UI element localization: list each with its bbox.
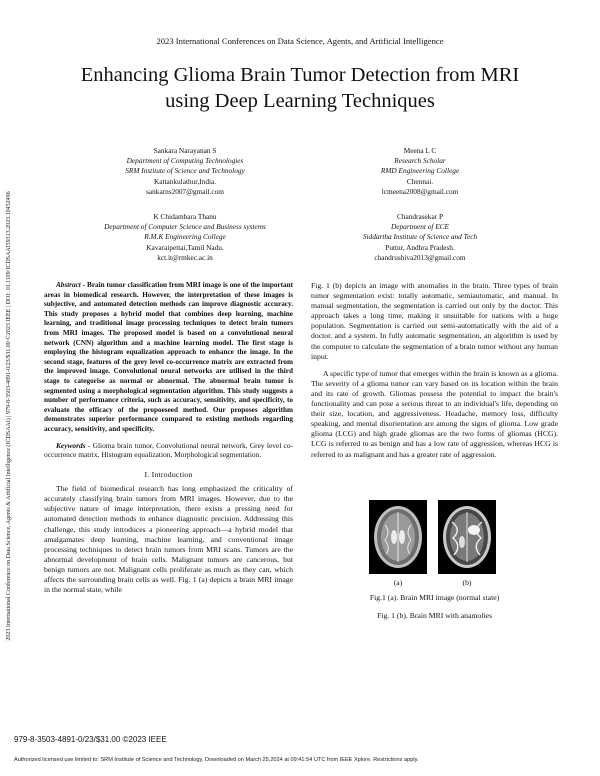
author-dept: Department of Computing Technologies xyxy=(126,156,244,166)
intro-paragraph: The field of biomedical research has long emphasized the criticality of accurately classifying brain tumors from MRI images. However, due to the subjective nature of image interpretation, there exists a pressing need for automated detection methods to enhance diagnostic precision. Addressing this challenge, this study introduces a pioneering approach—a hybrid model that amalgamates deep learning, machine learning, and conventional image processing techniques to detect brain tumors from MRI scans. Tumors are the abnormal development of brain cells. Malignant tumors are cancerous, but benign tumors are not. Malignant cells proliferate as much as they can, which affects the surrounding brain cells as well. Fig. 1 (a) depicts a brain MRI image in the normal state, while xyxy=(44,484,293,595)
figure-label-a: (a) xyxy=(393,578,403,587)
doi-sidebar-text: 2023 International Conference on Data Science, Agents & Artificial Intelligence (ICDSAAI) | 979-8-3503-4891-0/23/$31.00 ©2023 IEEE | DOI: 10.1109/ICDSAAI59313.2023.10452496 xyxy=(6,191,12,641)
author-block-1 xyxy=(90,146,280,197)
author-location: Puttur, Andhra Pradesh. xyxy=(385,242,455,252)
author-dept: Department of ECE xyxy=(391,222,449,232)
author-name: Meena L C xyxy=(403,146,437,155)
paper-title xyxy=(40,62,560,114)
author-org: Siddartha Institute of Science and Tech xyxy=(362,232,478,242)
author-email: chandrushiva2013@gmail.com xyxy=(374,252,466,262)
doi-sidebar xyxy=(2,96,16,736)
mri-image-anomalies xyxy=(438,500,496,574)
keywords-body: - Glioma brain tumor, Convolutional neural network, Grey level co-occurrence matrix, Histogram equalization, Morphological segmentation. xyxy=(44,440,293,460)
footer-isbn: 979-8-3503-4891-0/23/$31.00 ©2023 IEEE xyxy=(14,735,167,744)
title-line-1: Enhancing Glioma Brain Tumor Detection from MRI xyxy=(80,64,520,86)
author-org: SRM Institute of Science and Technology xyxy=(125,166,245,176)
keywords-label: Keywords xyxy=(56,440,86,450)
author-location: Chennai. xyxy=(406,176,434,186)
author-org: RMD Engineering College xyxy=(380,166,460,176)
right-paragraph-2: A specific type of tumor that emerges within the brain is known as a glioma. The severity of a glioma tumor can vary based on its location within the brain and its rate of growth. Gliomas possess the potential to impact the brain's functionality and can pose a serious threat to an individual's life, depending on their size, location, and aggressiveness. Headache, memory loss, difficulty speaking, and mental disorientation are among the signs of glioma. Low grade glioma (LCG) and high grade gliomas are the two forms of gliomas (HCG). LCG is referred to as benign and has a low rate of aggression, whereas HCG is referred to as malignant and has a greater rate of aggression. xyxy=(311,368,558,459)
figure-caption-b: Fig. 1 (b). Brain MRI with anamolies xyxy=(377,611,492,620)
author-location: Kattankulathur,India. xyxy=(153,176,217,186)
author-location: Kavaraipettai,Tamil Nadu. xyxy=(146,242,224,252)
author-name: Chandrasekar P xyxy=(397,212,443,221)
section-heading-introduction: I. Introduction xyxy=(144,470,193,480)
author-email: sankarns2007@gmail.com xyxy=(146,186,224,196)
conference-header: 2023 International Conferences on Data Science, Agents, and Artificial Intelligence xyxy=(156,36,444,46)
author-block-2 xyxy=(325,146,515,197)
author-email: lcmeena2008@gmail.com xyxy=(381,186,459,196)
footer-license: Authorized licensed use limited to: SRM Institute of Science and Technology. Downloaded on March 25,2024 at 09:41:54 UTC from IEEE Xplore. Restrictions apply. xyxy=(14,757,419,763)
author-name: K Chidambara Thanu xyxy=(153,212,217,221)
abstract-body: - Brain tumor classification from MRI image is one of the important areas in biomedical research. However, the interpretation of these images is subjective, and automated detection methods can improve diagnostic accuracy. This study proposes a hybrid model that combines deep learning, machine learning, and traditional image processing techniques to detect brain tumors from MRI images. The proposed model is based on a convolutional neural network (CNN) algorithm and a machine learning model. The first stage is employing the histogram equalization approach to enhance the image. In the second stage, features of the grey level co-occurrence matrix are extracted from the improved image. Convolutional neural networks are utilised in the third stage to categorise as normal or abnormal. The abnormal brain tumor is segmented using a morphological segmentation algorithm. This study suggests a number of performance criteria, such as accuracy, sensitivity, and specificity, to evaluate the efficacy of the propoeseed method. Our proposes algorithm demonstrates superior performance compared to existing methods regarding accuracy, sensitivity, and specificity. xyxy=(44,281,293,433)
right-column xyxy=(311,281,558,460)
author-block-3 xyxy=(80,212,290,263)
title-line-2: using Deep Learning Techniques xyxy=(165,90,435,112)
figure-label-b: (b) xyxy=(462,578,472,587)
mri-image-normal xyxy=(369,500,427,574)
figure-caption-a: Fig.1 (a). Brain MRI image (normal state) xyxy=(369,593,500,602)
author-dept: Department of Computer Science and Business systems xyxy=(104,222,266,232)
author-org: R.M.K Engineering College xyxy=(144,232,226,242)
author-email: kct.it@rmkec.ac.in xyxy=(157,252,213,262)
abstract xyxy=(44,281,293,435)
figure-1 xyxy=(311,500,558,630)
left-column xyxy=(44,281,293,595)
author-name: Sankara Narayanan S xyxy=(153,146,217,155)
right-paragraph-1: Fig. 1 (b) depicts an image with anomalies in the brain. Three types of brain tumor segmentation exist: totally automatic, semiautomatic, and manual. In manual segmentation, the segmentation is carried out only by the doctor. This approach takes a long time, making it unsuitable for nations with a huge population. Segmentation is carried out semi-automatically with the aid of a doctor. and a system. In fully automatic segmentation, an algorithm is used by the computer to calculate the segmentation of a brain tumor without any human input. xyxy=(311,281,558,361)
author-dept: Research Scholar xyxy=(394,156,446,166)
author-block-4 xyxy=(325,212,515,263)
abstract-label: Abstract xyxy=(56,281,81,289)
keywords xyxy=(44,441,293,461)
